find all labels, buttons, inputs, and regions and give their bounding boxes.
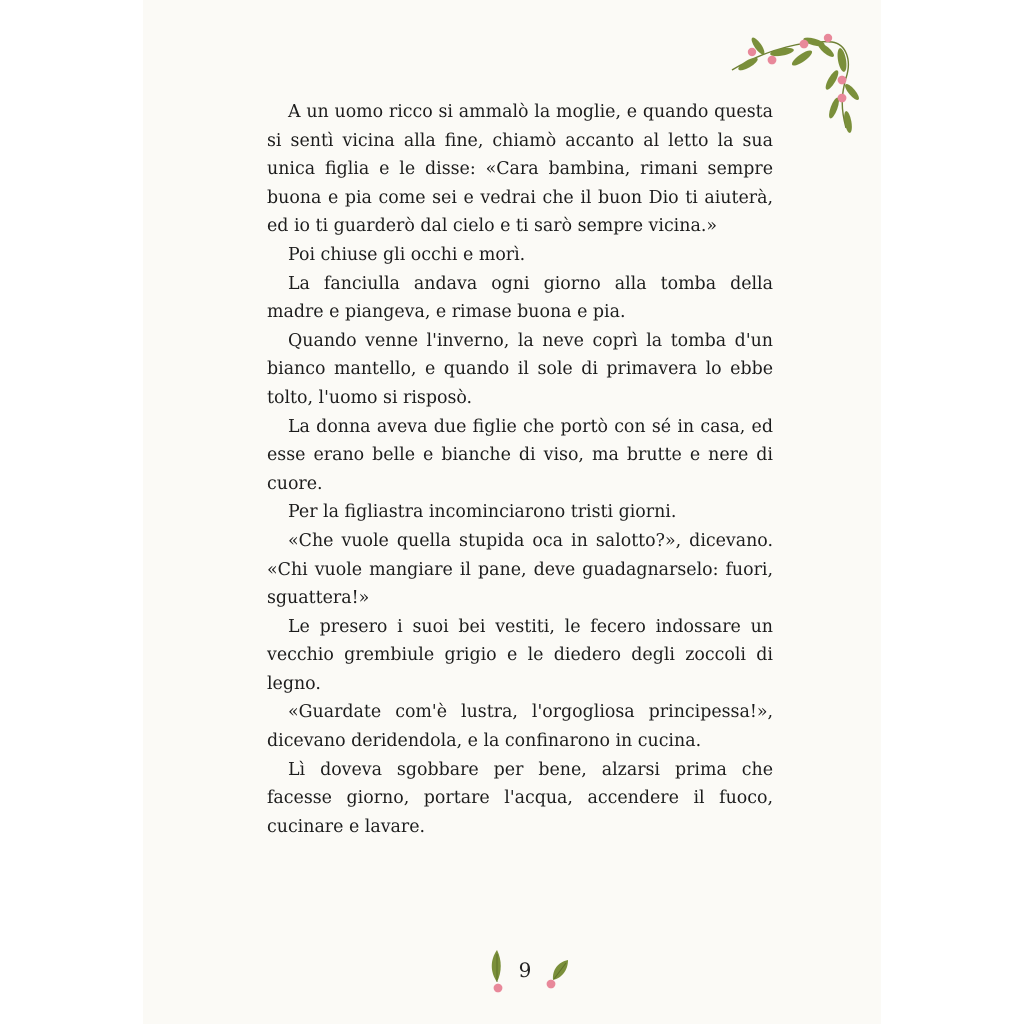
paragraph: Per la figliastra incominciarono tristi giorni. bbox=[288, 502, 677, 523]
paragraph: Poi chiuse gli occhi e morì. bbox=[288, 244, 526, 265]
page-footer bbox=[0, 944, 1024, 994]
paragraph: A un uomo ricco si ammalò la moglie, e quando questa si sentì vicina alla fine, chiamò accanto al letto la sua unica figlia e le disse: «Cara bambina, rimani sempre buona e pia come sei e vedrai che il buon Dio ti aiuterà, ed io ti guarderò dal cielo e ti sarò sempre vicina.» bbox=[267, 102, 773, 237]
paragraph: Lì doveva sgobbare per bene, alzarsi prima che facesse giorno, portare l'acqua, accendere il fuoco, cucinare e lavare. bbox=[267, 759, 773, 837]
paragraph: «Guardate com'è lustra, l'orgogliosa principessa!», dicevano deridendola, e la confinarono in cucina. bbox=[267, 702, 773, 752]
paragraph: La donna aveva due figlie che portò con sé in casa, ed esse erano belle e bianche di viso, ma brutte e nere di cuore. bbox=[267, 416, 773, 494]
paragraph: Quando venne l'inverno, la neve coprì la tomba d'un bianco mantello, e quando il sole di primavera lo ebbe tolto, l'uomo si risposò. bbox=[267, 330, 773, 408]
story-text bbox=[267, 98, 773, 841]
leaf-sprig-icon bbox=[544, 958, 572, 992]
paragraph: «Che vuole quella stupida oca in salotto?», dicevano. «Chi vuole mangiare il pane, deve guadagnarselo: fuori, sguattera!» bbox=[267, 530, 773, 609]
paragraph: Le presero i suoi bei vestiti, le fecero indossare un vecchio grembiule grigio e le diedero degli zoccoli di legno. bbox=[267, 616, 773, 694]
paragraph: La fanciulla andava ogni giorno alla tomba della madre e piangeva, e rimase buona e pia. bbox=[267, 273, 773, 323]
page-number: 9 bbox=[518, 958, 532, 982]
